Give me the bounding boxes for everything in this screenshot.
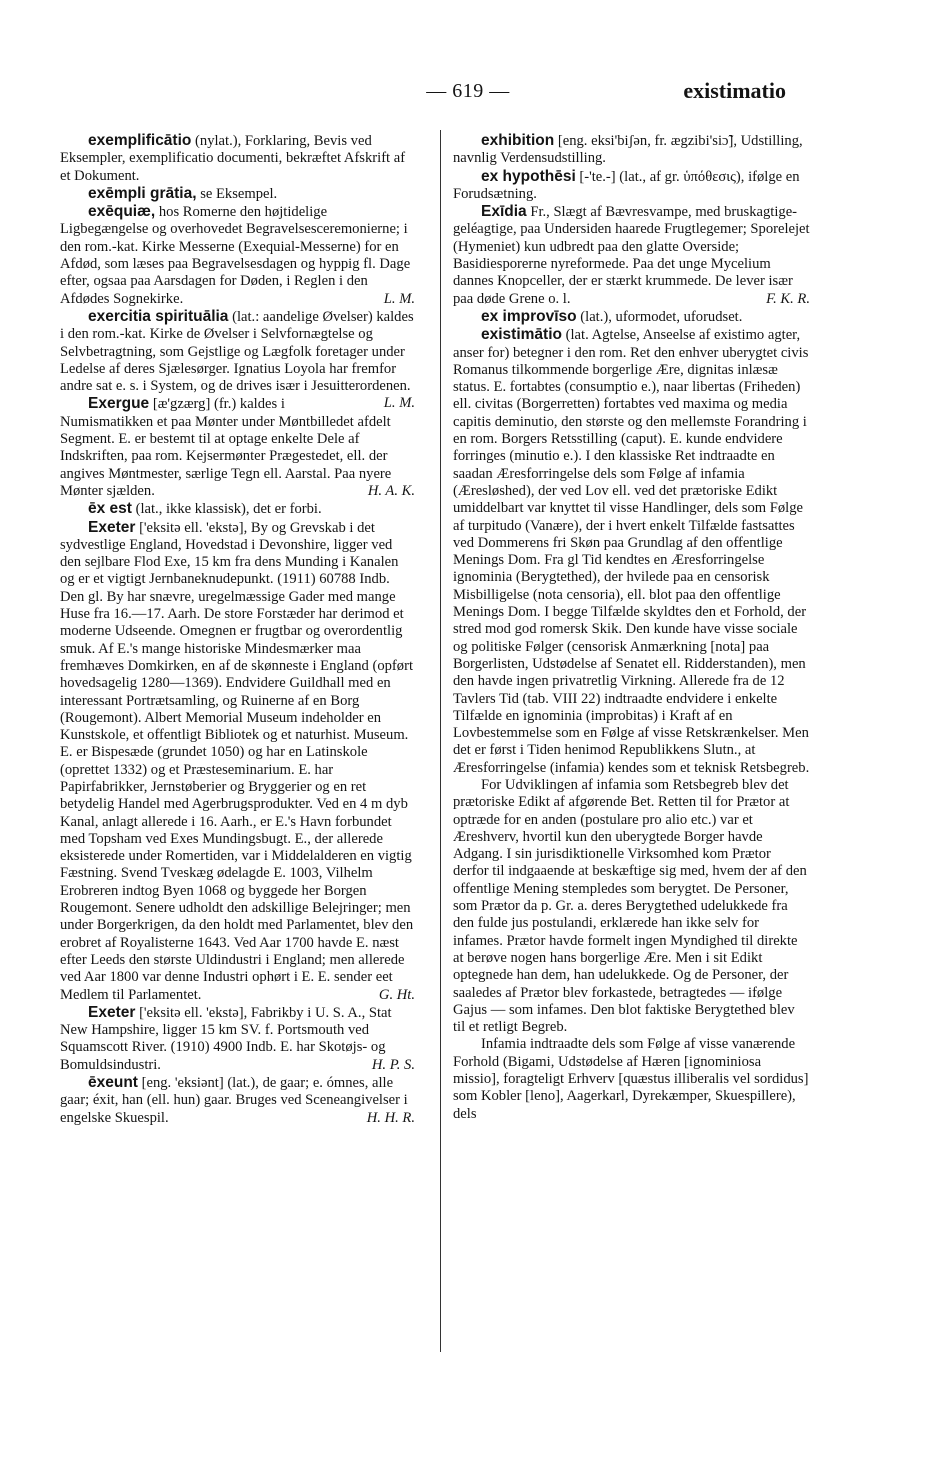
entry-text: [eng. 'eksiənt] (lat.), de gaar; e. ómnes, alle gaar; éxit, han (ell. hun) gaar. Bruges ved Sceneangivelser i engelske Skuespil. — [60, 1075, 408, 1126]
dictionary-entry — [453, 326, 810, 777]
entry-signature: H. P. S. — [371, 1056, 415, 1073]
dictionary-entry — [453, 1036, 810, 1122]
entry-text: (lat.: aandelige Øvelser) kaldes i den rom.-kat. Kirke de Øvelser i Selvfornægtelse og Selvbetragtning, som Gejstlige og Lægfolk foretager under Ledelse af deres Sjælesørger. Ignatius Loyola har fremfor andre sat e. s. i System, og de drives især i Jesuitterordenen. — [60, 308, 414, 395]
dictionary-entry — [60, 500, 415, 518]
entry-signature: H. H. R. — [366, 1109, 415, 1126]
entry-text: se Eksempel. — [200, 185, 278, 202]
entry-signature: F. K. R. — [766, 290, 810, 307]
dictionary-entry — [453, 168, 810, 204]
dictionary-entry — [453, 132, 810, 168]
entry-text: [æ'gzærg] (fr.) kaldes i Numismatikken et paa Mønter under Møntbilledet afdelt Segment. E. er bestemt til at optage enkelte Dele af Indskriften, paa rom. Kejsermønter Prægestedet, ell. der angives Møntmester, særlige Tegn ell. Aarstal. Paa nyere Mønter sjælden. — [60, 396, 392, 499]
right-column — [453, 132, 810, 1123]
running-head: existimatio — [683, 78, 786, 103]
dictionary-entry — [453, 777, 810, 1036]
entry-text: (lat. Agtelse, Anseelse af existimo agter, anser for) betegner i den rom. Ret den enhver uberygtet civis Romanus tilkommende borgerlige Ære, dignitas inlæsæ status. E. fortabtes (consumptio e.), naar libertas (Friheden) ell. civitas (Borgerretten) fortabtes ved maxima og media capitis deminutio, den største og den mellemste Forandring i en rom. Borgers Retsstilling (caput). E. kunde endvidere forringes (minutio e.). I den klassiske Ret indtraadte en saadan Æresforringelse dels som Følge af infamia (Æresløshed), der ved Lov ell. ved det prætoriske Edikt umiddelbart var knyttet til visse Handlinger, dels som Følge af turpitudo (Vanære), der i hvert enkelt Tilfælde fastsattes ved Dommerens fri Skøn paa Grundlag af den offentlige Menings Dom. Fra gl Tid kendtes en Æresforringelse ignominia (Berygtethed), der hvilede paa en censorisk Misbilligelse (nota censoria), ell. blot paa den offentlige Menings Dom. I begge Tilfælde skyldtes den et Forhold, der stred mod god romersk Skik. Den kunde have visse sociale og politiske Følger (censorisk Anmærkning [nota] paa Borgerlisten, Udstødelse af Senatet ell. Ridderstanden), men den havde ingen privatretlig Virkning. Allerede fra de 12 Tavlers Tid (tab. VIII 22) indtraadte endvidere i enkelte Tilfælde en ignominia (improbitas) i Kraft af en Lovbestemmelse som en Følge af visse Retskrænkelser. Men det er først i Tiden henimod Republikkens Slutn., at Æresforringelse (infamia) kendes som et teknisk Retsbegreb. — [453, 327, 810, 776]
entry-text: (lat.), uformodet, uforudset. — [580, 308, 743, 325]
entry-signature: L. M. — [383, 290, 415, 307]
entry-text: (lat., ikke klassisk), det er forbi. — [135, 501, 322, 518]
dictionary-entry — [60, 185, 415, 203]
entry-text: (nylat.), Forklaring, Bevis ved Eksempler, exemplificatio documenti, bekræftet Afskrift af et Dokument. — [60, 133, 406, 184]
left-column — [60, 132, 415, 1127]
entry-headword: ex improvīso — [481, 307, 577, 325]
entry-headword: existimātio — [481, 326, 562, 344]
dictionary-entry — [453, 308, 810, 326]
entry-headword: ex hypothēsi — [481, 167, 576, 185]
entry-headword: exhibition — [481, 132, 555, 149]
dictionary-entry — [60, 1074, 415, 1127]
column-rule — [440, 130, 441, 1352]
entry-text: Infamia indtraadte dels som Følge af visse vanærende Forhold (Bigami, Udstødelse af Hæren [ignominiosa missio], foragteligt Erhverv [quæstus illiberalis vel sordidus] som Kobler [leno], Aagerkarl, Dyrekæmper, Skuespillere), dels — [453, 1036, 809, 1122]
dictionary-entry — [60, 519, 415, 1004]
entry-text: ['eksitə ell. 'ekstə], By og Grevskab i det sydvestlige England, Hovedstad i Devonshire, ligger ved den sejlbare Flod Exe, 15 km fra dens Munding i Kanalen og er et vigtigt Jernbaneknudepunkt. (1911) 60788 Indb. Den gl. By har snævre, uregelmæssige Gader med mange Huse fra 16.—17. Aarh. De store Forstæder har derimod et moderne Udseende. Omegnen er frugtbar og overordentlig smuk. Af E.'s mange historiske Mindesmærker maa fremhæves Domkirken, en af de skønneste i England (opført hovedsagelig 1280—1369). Endvidere Guildhall med en interessant Portrætsamling, og Ruinerne af en Borg (Rougemont). Albert Memorial Museum indeholder en Kunstskole, et offentligt Bibliotek og et naturhist. Museum. E. er Bispesæde (grundet 1050) og har en Latinskole (oprettet 1332) og et Præsteseminarium. E. har Papirfabrikker, Jernstøberier og Bryggerier og en ret betydelig Handel med Agerbrugsprodukter. Ved en 4 m dyb Kanal, anlagt allerede i 16. Aarh., er E.'s Havn forbundet med Topsham ved Exes Mundingsbugt. E., der allerede eksisterede under Romertiden, var i Middelalderen en vigtig Fæstning. Svend Tveskæg ødelagde E. 1003, Vilhelm Erobreren indtog Byen 1068 og byggede her Borgen Rougemont. Senere udholdt den adskillige Belejringer; men under Borgerkrigen, da den holdt med Parlamentet, blev den erobret af Royalisterne 1643. Ved Aar 1700 havde E. næst efter Leeds den største Uldindustri i England; men allerede ved Aar 1800 var denne Industri ophørt i E. E. sender eet Medlem til Parlamentet. — [60, 519, 414, 1003]
entry-headword: ēxeunt — [88, 1074, 138, 1092]
entry-headword: Exīdia — [481, 203, 527, 221]
dictionary-entry — [60, 1004, 415, 1074]
entry-headword: Exeter — [88, 1003, 136, 1021]
entry-text: [-'te.-] (lat., af gr. ὑπόθεσις), ifølge en Forudsætning. — [453, 168, 800, 202]
entry-signature: H. A. K. — [367, 482, 415, 499]
entry-signature: G. Ht. — [378, 986, 415, 1003]
entry-headword: ēx est — [88, 500, 132, 518]
entry-headword: Exergue — [88, 395, 150, 413]
entry-headword: exēmpli grātia, — [88, 184, 197, 202]
entry-text: For Udviklingen af infamia som Retsbegreb blev det prætoriske Edikt af afgørende Bet. Retten til for Prætor at optræde for en anden (postulare pro alio etc.) var et Æreshverv, hvortil kun den uberygtede Borger havde Adgang. I sin jurisdiktionelle Virksomhed kom Prætor derfor til indgaaende at beskæftige sig med, hvem der af den offentlige Mening stempledes som berygtet. De Personer, som Prætor da p. Gr. a. deres Berygtethed udelukkede fra den fulde jus postulandi, erklærede han ikke selv for infames. Prætor havde formelt ingen Myndighed til direkte at berøve nogen hans borgerlige Ære. Men i sit Edikt optegnede han dem, han udelukkede. Og de Personer, der saaledes af Prætor blev forkastede, betragtedes — ifølge Gajus — som infames. Den blot faktiske Berygtethed blev til et retligt Begreb. — [453, 776, 807, 1036]
entry-headword: Exeter — [88, 518, 136, 536]
dictionary-entry — [453, 203, 810, 308]
entry-headword: exercitia spirituālia — [88, 307, 229, 325]
entry-headword: exemplificātio — [88, 132, 192, 149]
entry-text: hos Romerne den højtidelige Ligbegængelse og overhovedet Begravelsesceremonierne; i den rom.-kat. Kirke Messerne (Exequial-Messerne) for en Afdød, som læses paa Begravelsesdagen og hyppig fl. Dage efter, ogsaa paa Aarsdagen for Døden, i Reglen i den Afdødes Sognekirke. — [60, 204, 411, 307]
page-number: — 619 — — [426, 80, 510, 102]
dictionary-entry — [60, 203, 415, 308]
entry-headword: exēquiæ, — [88, 203, 156, 221]
dictionary-entry — [60, 132, 415, 185]
entry-text: Fr., Slægt af Bævresvampe, med bruskagtige-geléagtige, paa Undersiden haarede Frugtlegemer; Sporelejet (Hymeniet) kun udbredt paa den glatte Overside; Basidiesporerne nyreformede. Paa det unge Mycelium dannes Knopceller, der er stærkt krummede. De lever især paa døde Grene o. l. — [453, 204, 810, 307]
entry-text: [eng. eksi'biʃən, fr. ægzibi'siɔ̃], Udstilling, navnlig Verdensudstilling. — [453, 133, 803, 167]
entry-signature: L. M. — [383, 395, 415, 412]
entry-text: ['eksitə ell. 'ekstə], Fabrikby i U. S. A., Stat New Hampshire, ligger 15 km SV. f. Portsmouth ved Squamscott River. (1910) 4900 Indb. E. har Skotøjs- og Bomuldsindustri. — [60, 1004, 392, 1073]
